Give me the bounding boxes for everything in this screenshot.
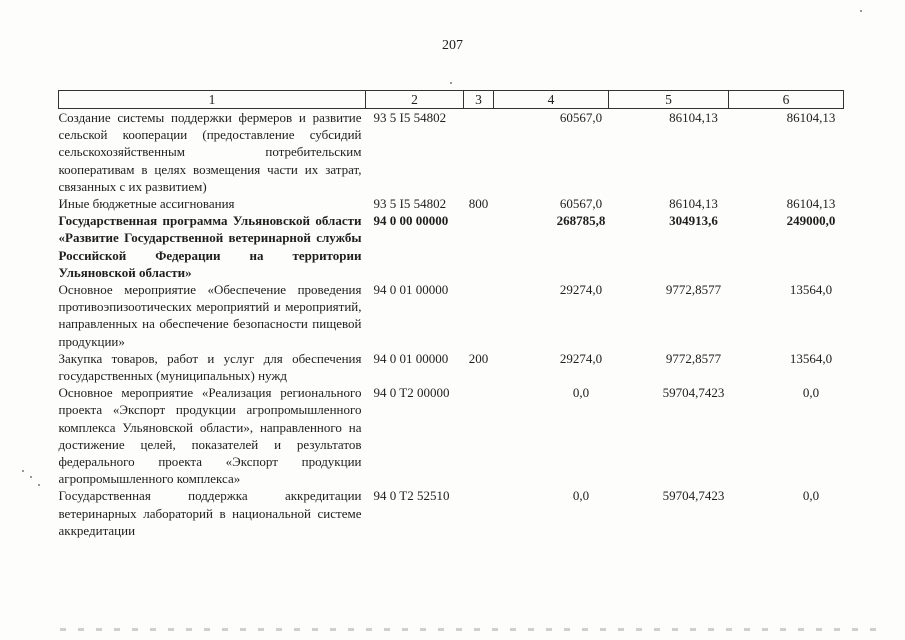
column-header: 5 (609, 91, 729, 109)
cell-text: 29274,0 (559, 282, 603, 298)
scan-speck (860, 10, 862, 12)
cell-text: Создание системы поддержки фермеров и развитие сельской кооперации (предоставление субсидий сельскохозяйственным потребительским кооперативам в целях возмещения части их затрат, связанных с их развитием) (58, 110, 362, 194)
table-cell-v2019 (494, 195, 609, 212)
table-cell-v2019 (494, 384, 609, 487)
cell-text: 93 5 I5 54802 (373, 110, 447, 125)
table-cell-code (366, 195, 464, 212)
cell-text: Государственная программа Ульяновской области «Развитие Государственной ветеринарной службы Российской Федерации на территории Ульяновской области» (58, 213, 362, 280)
table-cell-v2021 (729, 212, 844, 281)
cell-text: 0,0 (572, 385, 590, 401)
table-cell-type (464, 350, 494, 384)
table-cell-v2021 (729, 109, 844, 196)
cell-text: 59704,7423 (662, 385, 725, 401)
table-cell-v2021 (729, 384, 844, 487)
table-cell-type (464, 384, 494, 487)
column-header: 3 (464, 91, 494, 109)
cell-text: Иные бюджетные ассигнования (58, 196, 235, 212)
cell-text: 86104,13 (786, 196, 836, 212)
cell-text: 9772,8577 (665, 282, 722, 298)
cell-text: 94 0 T2 00000 (373, 385, 450, 401)
cell-text: 13564,0 (789, 350, 833, 366)
cell-text: 13564,0 (789, 282, 833, 298)
table-cell-v2019 (494, 109, 609, 196)
table-cell-v2021 (729, 195, 844, 212)
table-cell-v2019 (494, 350, 609, 384)
table-cell-name (59, 350, 366, 384)
cell-text: 29274,0 (559, 350, 603, 366)
cell-text: 304913,6 (669, 213, 718, 229)
table-cell-type (464, 281, 494, 350)
cell-text: 0,0 (802, 385, 820, 401)
table-cell-type (464, 195, 494, 212)
table-cell-code (366, 212, 464, 281)
column-header: 1 (59, 91, 366, 109)
table-cell-code (366, 384, 464, 487)
table-cell-v2021 (729, 487, 844, 539)
budget-table (58, 90, 844, 539)
table-cell-type (464, 487, 494, 539)
column-header: 4 (494, 91, 609, 109)
scan-artifact (60, 628, 880, 631)
table-row (59, 281, 844, 350)
table-cell-v2020 (609, 281, 729, 350)
cell-text: 268785,8 (556, 213, 606, 229)
cell-text: 60567,0 (559, 196, 603, 212)
table-row (59, 487, 844, 539)
cell-text: 94 0 01 00000 (373, 282, 449, 298)
cell-text: Основное мероприятие «Обеспечение проведения противоэпизоотических мероприятий и мероприятий, направленных на обеспечение безопасности пищевой продукции» (58, 282, 362, 349)
table-cell-code (366, 109, 464, 196)
cell-text: Закупка товаров, работ и услуг для обеспечения государственных (муниципальных) нужд (58, 350, 362, 384)
table-cell-type (464, 212, 494, 281)
table-cell-v2020 (609, 384, 729, 487)
table-row (59, 212, 844, 281)
table-cell-v2020 (609, 109, 729, 196)
table-cell-v2020 (609, 350, 729, 384)
table-cell-v2019 (494, 212, 609, 281)
table-cell-v2020 (609, 212, 729, 281)
cell-text: 59704,7423 (662, 488, 725, 504)
table-row (59, 384, 844, 487)
table-cell-v2020 (609, 195, 729, 212)
table-cell-code (366, 487, 464, 539)
cell-text: Государственная поддержка аккредитации ветеринарных лабораторий в национальной системе аккредитации (58, 488, 362, 538)
cell-text: 0,0 (802, 488, 820, 504)
column-header: 2 (366, 91, 464, 109)
column-header: 6 (729, 91, 844, 109)
table-cell-code (366, 281, 464, 350)
table-row (59, 195, 844, 212)
table-cell-v2021 (729, 350, 844, 384)
cell-text: 9772,8577 (665, 350, 722, 366)
cell-text: 60567,0 (559, 110, 603, 125)
table-row (59, 109, 844, 196)
cell-text: 86104,13 (786, 110, 836, 125)
scan-speck (38, 484, 40, 486)
page-number: 207 (442, 38, 463, 53)
table-cell-v2019 (494, 281, 609, 350)
cell-text: 800 (468, 196, 489, 212)
table-cell-code (366, 350, 464, 384)
cell-text: Основное мероприятие «Реализация регионального проекта «Экспорт продукции агропромышленного комплекса Ульяновской области», направленного на достижение целей, показателей и результатов федерального проекта «Экспорт продукции агропромышленного комплекса» (58, 385, 362, 487)
cell-text: 93 5 I5 54802 (373, 196, 447, 212)
cell-text: 94 0 01 00000 (373, 350, 449, 366)
table-cell-name (59, 195, 366, 212)
cell-text: 94 0 T2 52510 (373, 488, 450, 504)
table-cell-v2019 (494, 487, 609, 539)
scan-speck (450, 82, 452, 84)
scan-speck (22, 470, 24, 472)
table-cell-name (59, 487, 366, 539)
scan-speck (30, 476, 32, 478)
table-body (59, 109, 844, 540)
cell-text: 86104,13 (669, 110, 718, 125)
table-cell-v2021 (729, 281, 844, 350)
table-cell-name (59, 281, 366, 350)
table-cell-type (464, 109, 494, 196)
cell-text: 0,0 (572, 488, 590, 504)
cell-text: 249000,0 (786, 213, 836, 229)
cell-text: 200 (468, 350, 489, 366)
table-header-row (59, 91, 844, 109)
cell-text: 86104,13 (669, 196, 718, 212)
table-row (59, 350, 844, 384)
table-cell-name (59, 109, 366, 196)
table-cell-v2020 (609, 487, 729, 539)
cell-text: 94 0 00 00000 (373, 213, 449, 229)
table-cell-name (59, 384, 366, 487)
table-cell-name (59, 212, 366, 281)
